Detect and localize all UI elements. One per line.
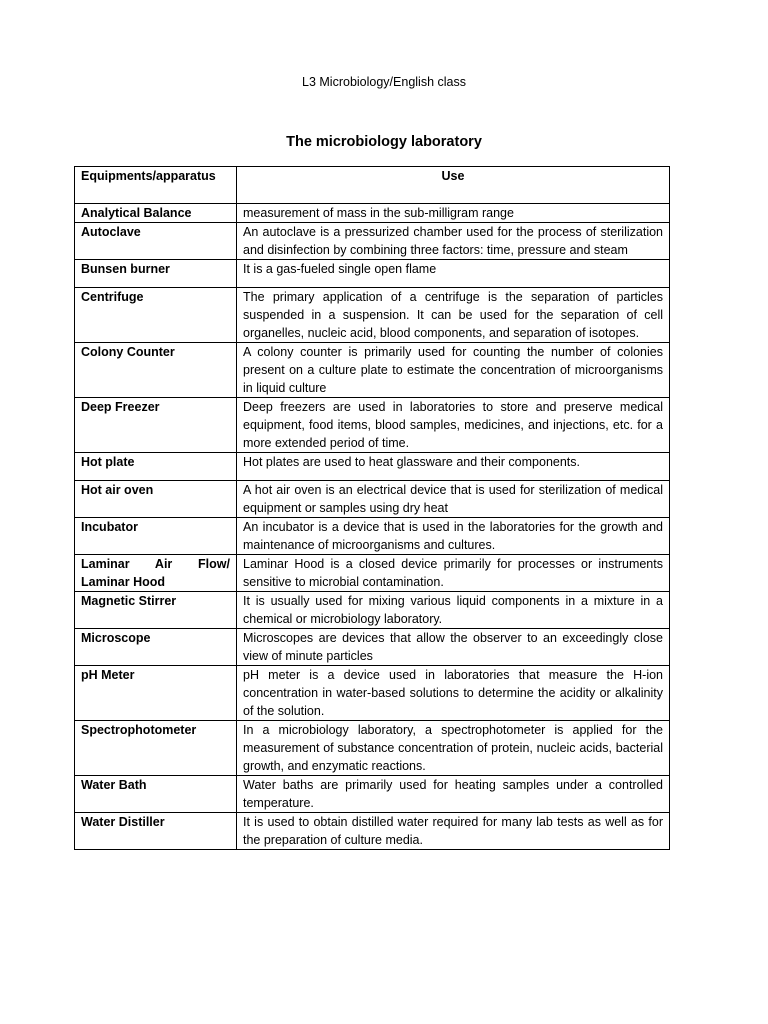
- equipment-name: Deep Freezer: [75, 398, 237, 453]
- equipment-use: Microscopes are devices that allow the observer to an exceedingly close view of minute particles: [237, 629, 670, 666]
- equipment-use: Laminar Hood is a closed device primarily for processes or instruments sensitive to microbial contamination.: [237, 555, 670, 592]
- table-header-row: [75, 167, 670, 204]
- table-row: [75, 721, 670, 776]
- equipment-name: Autoclave: [75, 223, 237, 260]
- equipment-use: The primary application of a centrifuge is the separation of particles suspended in a suspension. It can be used for the separation of cell organelles, nucleic acid, blood components, and separation of isotopes.: [237, 288, 670, 343]
- equipment-use: Hot plates are used to heat glassware and their components.: [237, 453, 670, 481]
- equipment-name: Microscope: [75, 629, 237, 666]
- equipment-name: Incubator: [75, 518, 237, 555]
- table-row: [75, 629, 670, 666]
- equipment-name: Laminar Air Flow/ Laminar Hood: [75, 555, 237, 592]
- equipment-name: Water Bath: [75, 776, 237, 813]
- equipment-use: pH meter is a device used in laboratories that measure the H-ion concentration in water-based solutions to determine the acidity or alkalinity of the solution.: [237, 666, 670, 721]
- equipment-use: A hot air oven is an electrical device that is used for sterilization of medical equipment or samples using dry heat: [237, 481, 670, 518]
- table-row: [75, 776, 670, 813]
- table-row: [75, 288, 670, 343]
- table-row: [75, 813, 670, 850]
- table-row: [75, 481, 670, 518]
- equipment-name: Hot air oven: [75, 481, 237, 518]
- equipment-name: Analytical Balance: [75, 204, 237, 223]
- equipment-name: Colony Counter: [75, 343, 237, 398]
- document-header: L3 Microbiology/English class: [302, 75, 466, 89]
- equipment-use: It is used to obtain distilled water required for many lab tests as well as for the preparation of culture media.: [237, 813, 670, 850]
- equipment-name: Water Distiller: [75, 813, 237, 850]
- equipment-use: measurement of mass in the sub-milligram range: [237, 204, 670, 223]
- equipment-name: Hot plate: [75, 453, 237, 481]
- table-row: [75, 555, 670, 592]
- table-row: [75, 518, 670, 555]
- equipment-use: An autoclave is a pressurized chamber used for the process of sterilization and disinfection by combining three factors: time, pressure and steam: [237, 223, 670, 260]
- table-row: [75, 453, 670, 481]
- table-row: [75, 592, 670, 629]
- document-title: The microbiology laboratory: [286, 134, 482, 150]
- equipment-table: [74, 166, 670, 850]
- equipment-name: Bunsen burner: [75, 260, 237, 288]
- table-row: [75, 666, 670, 721]
- equipment-use: Deep freezers are used in laboratories to store and preserve medical equipment, food items, blood samples, medicines, and injections, etc. for a more extended period of time.: [237, 398, 670, 453]
- table-row: [75, 223, 670, 260]
- table-row: [75, 204, 670, 223]
- equipment-name: pH Meter: [75, 666, 237, 721]
- equipment-name: Magnetic Stirrer: [75, 592, 237, 629]
- equipment-name: Centrifuge: [75, 288, 237, 343]
- equipment-use: It is usually used for mixing various liquid components in a mixture in a chemical or microbiology laboratory.: [237, 592, 670, 629]
- table-row: [75, 260, 670, 288]
- table-row: [75, 343, 670, 398]
- equipment-use: Water baths are primarily used for heating samples under a controlled temperature.: [237, 776, 670, 813]
- equipment-use: In a microbiology laboratory, a spectrophotometer is applied for the measurement of substance concentration of protein, nucleic acids, bacterial growth, and enzymatic reactions.: [237, 721, 670, 776]
- equipment-name: Spectrophotometer: [75, 721, 237, 776]
- table-row: [75, 398, 670, 453]
- equipment-use: An incubator is a device that is used in the laboratories for the growth and maintenance of microorganisms and cultures.: [237, 518, 670, 555]
- equipment-use: A colony counter is primarily used for counting the number of colonies present on a culture plate to estimate the concentration of microorganisms in liquid culture: [237, 343, 670, 398]
- column-header-use: Use: [237, 167, 670, 204]
- equipment-use: It is a gas-fueled single open flame: [237, 260, 670, 288]
- column-header-equipment: Equipments/apparatus: [75, 167, 237, 204]
